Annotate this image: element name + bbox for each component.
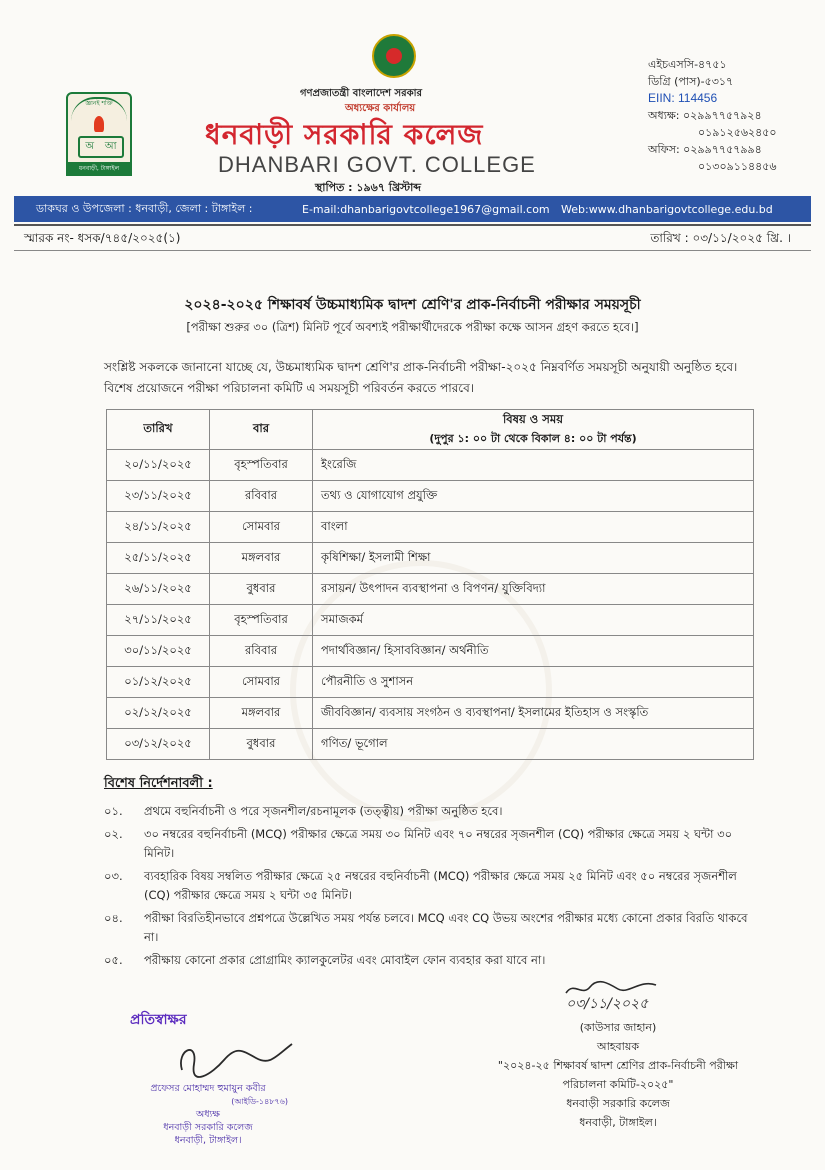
principal-college: ধনবাড়ী সরকারি কলেজ xyxy=(163,1122,253,1133)
schedule-day: সোমবার xyxy=(210,512,313,543)
header-day: বার xyxy=(210,410,313,450)
schedule-subject: জীববিজ্ঞান/ ব্যবসায় সংগঠন ও ব্যবস্থাপনা/ ইসলামের ইতিহাস ও সংস্কৃতি xyxy=(313,698,754,729)
instructions-list xyxy=(104,802,754,974)
government-line: গণপ্রজাতন্ত্রী বাংলাদেশ সরকার xyxy=(300,88,422,99)
logo-letter: অ xyxy=(85,140,95,152)
issue-date: তারিখ : ০৩/১১/২০২৫ খ্রি. । xyxy=(650,231,791,245)
hsc-code: এইচএসসি-৪৭৫১ xyxy=(648,58,727,71)
logo-motto: জ্ঞানই শক্তি xyxy=(71,97,127,121)
instruction-number: ০৩. xyxy=(104,869,123,883)
website-link[interactable]: Web:www.dhanbarigovtcollege.edu.bd xyxy=(561,202,773,216)
instruction-item xyxy=(104,867,754,905)
schedule-date: ২৭/১১/২০২৫ xyxy=(107,605,210,636)
schedule-date: ২৩/১১/২০২৫ xyxy=(107,481,210,512)
schedule-subject: পৌরনীতি ও সুশাসন xyxy=(313,667,754,698)
schedule-day: বৃহস্পতিবার xyxy=(210,450,313,481)
schedule-day: রবিবার xyxy=(210,636,313,667)
table-row xyxy=(107,698,754,729)
established-line: স্থাপিত : ১৯৬৭ খ্রিস্টাব্দ xyxy=(315,181,422,194)
convener-block xyxy=(478,1018,758,1132)
address-bar xyxy=(14,196,811,222)
schedule-date: ০৩/১২/২০২৫ xyxy=(107,729,210,760)
exam-schedule-table xyxy=(106,409,754,760)
principal-id: (আইডি-১৪৮৭৬) xyxy=(231,1097,288,1106)
table-row xyxy=(107,543,754,574)
table-row xyxy=(107,481,754,512)
government-emblem-icon xyxy=(372,34,416,78)
schedule-date: ০২/১২/২০২৫ xyxy=(107,698,210,729)
table-row xyxy=(107,605,754,636)
address-text: ডাকঘর ও উপজেলা : ধনবাড়ী, জেলা : টাঙ্গাইল : xyxy=(36,201,253,215)
principal-name: প্রফেসর মোহাম্মদ হুমায়ুন কবীর xyxy=(150,1083,266,1094)
schedule-subject: ইংরেজি xyxy=(313,450,754,481)
phone-2: ০১৯১২৫৬২৪৫০ xyxy=(698,126,777,139)
schedule-subject: সমাজকর্ম xyxy=(313,605,754,636)
schedule-day: মঙ্গলবার xyxy=(210,698,313,729)
schedule-date: ২৪/১১/২০২৫ xyxy=(107,512,210,543)
handwritten-date: ০৩/১১/২০২৫ xyxy=(566,996,649,1012)
flame-icon xyxy=(94,116,104,132)
logo-letter: আ xyxy=(104,140,117,152)
schedule-day: রবিবার xyxy=(210,481,313,512)
principal-block xyxy=(128,1082,288,1147)
table-row xyxy=(107,636,754,667)
schedule-subject: বাংলা xyxy=(313,512,754,543)
table-header-row xyxy=(107,410,754,450)
convener-name: (কাউসার জাহান) xyxy=(579,1021,657,1034)
instruction-text: ব্যবহারিক বিষয় সম্বলিত পরীক্ষার ক্ষেত্রে ২৫ নম্বরের বহুনির্বাচনী (MCQ) পরীক্ষার ক্ষেত্রে সময় ২৫ মিনিট এবং ৫০ নম্বরের সৃজনশীল (CQ) পরীক্ষার ক্ষেত্রে সময় ২ ঘন্টা ৩৫ মিনিট। xyxy=(144,869,737,902)
schedule-subject: তথ্য ও যোগাযোগ প্রযুক্তি xyxy=(313,481,754,512)
schedule-date: ২৬/১১/২০২৫ xyxy=(107,574,210,605)
college-logo xyxy=(66,92,132,176)
countersign-label: প্রতিস্বাক্ষর xyxy=(130,1012,187,1028)
principal-place: ধনবাড়ী, টাঙ্গাইল। xyxy=(174,1135,242,1146)
college-name-english: DHANBARI GOVT. COLLEGE xyxy=(218,152,536,177)
office-phone: অফিস: ০২৯৯৭৭৫৭৯৯৪ xyxy=(648,143,762,156)
schedule-day: বুধবার xyxy=(210,574,313,605)
intro-paragraph: সংশ্লিষ্ট সকলকে জানানো যাচ্ছে যে, উচ্চমাধ্যমিক দ্বাদশ শ্রেণি'র প্রাক-নির্বাচনী পরীক্ষা-২০২৫ নিম্নবর্ণিত সময়সূচী অনুযায়ী অনুষ্ঠিত হবে। বিশেষ প্রয়োজনে পরীক্ষা পরিচালনা কমিটি এ সময়সূচী পরিবর্তন করতে পারবে। xyxy=(104,360,738,395)
table-row xyxy=(107,667,754,698)
logo-location: ধনবাড়ী, টাঙ্গাইল xyxy=(66,162,132,176)
document-title: ২০২৪-২০২৫ শিক্ষাবর্ষ উচ্চমাধ্যমিক দ্বাদশ শ্রেণি'র প্রাক-নির্বাচনী পরীক্ষার সময়সূচী xyxy=(184,297,641,313)
email-link[interactable]: E-mail:dhanbarigovtcollege1967@gmail.com xyxy=(302,202,550,216)
instruction-text: পরীক্ষা বিরতিহীনভাবে প্রশ্নপত্রে উল্লেখিত সময় পর্যন্ত চলবে। MCQ এবং CQ উভয় অংশের পরীক্ষার মধ্যে কোনো প্রকার বিরতি থাকবে না। xyxy=(144,911,748,944)
phone-4: ০১৩০৯১১৪৪৫৬ xyxy=(698,160,777,173)
header-date: তারিখ xyxy=(107,410,210,450)
entry-note: [পরীক্ষা শুরুর ৩০ (ত্রিশ) মিনিট পূর্বে অবশ্যই পরীক্ষার্থীদেরকে পরীক্ষা কক্ষে আসন গ্রহণ করতে হবে।] xyxy=(186,320,639,334)
schedule-day: বৃহস্পতিবার xyxy=(210,605,313,636)
convener-college: ধনবাড়ী সরকারি কলেজ xyxy=(566,1097,670,1110)
schedule-day: মঙ্গলবার xyxy=(210,543,313,574)
principal-phone: অধ্যক্ষ: ০২৯৯৭৭৫৭৯২৪ xyxy=(648,109,762,122)
schedule-subject: কৃষিশিক্ষা/ ইসলামী শিক্ষা xyxy=(313,543,754,574)
instruction-item xyxy=(104,909,754,947)
college-name-bangla: ধনবাড়ী সরকারি কলেজ xyxy=(205,118,484,151)
schedule-day: বুধবার xyxy=(210,729,313,760)
instruction-number: ০৫. xyxy=(104,953,123,967)
instruction-number: ০১. xyxy=(104,804,123,818)
instruction-item xyxy=(104,951,754,970)
book-icon xyxy=(78,136,124,158)
principal-signature xyxy=(172,1030,302,1080)
schedule-date: ২০/১১/২০২৫ xyxy=(107,450,210,481)
convener-role: আহবায়ক xyxy=(596,1040,640,1053)
table-row xyxy=(107,512,754,543)
schedule-date: ০১/১২/২০২৫ xyxy=(107,667,210,698)
memo-number: স্মারক নং- ধসক/৭৪৫/২০২৫(১) xyxy=(24,231,181,245)
instruction-item xyxy=(104,825,754,863)
reference-line xyxy=(14,224,811,251)
committee-name: "২০২৪-২৫ শিক্ষাবর্ষ দ্বাদশ শ্রেণির প্রাক-নির্বাচনী পরীক্ষা পরিচালনা কমিটি-২০২৫" xyxy=(497,1059,739,1091)
instruction-text: পরীক্ষায় কোনো প্রকার প্রোগ্রামিং ক্যালকুলেটর এবং মোবাইল ফোন ব্যবহার করা যাবে না। xyxy=(144,953,546,967)
principal-role: অধ্যক্ষ xyxy=(195,1109,220,1120)
instruction-number: ০৪. xyxy=(104,911,123,925)
table-row xyxy=(107,574,754,605)
schedule-subject: পদার্থবিজ্ঞান/ হিসাববিজ্ঞান/ অর্থনীতি xyxy=(313,636,754,667)
degree-code: ডিগ্রি (পাস)-৫৩১৭ xyxy=(648,75,734,88)
schedule-date: ৩০/১১/২০২৫ xyxy=(107,636,210,667)
contact-block xyxy=(648,56,777,175)
schedule-date: ২৫/১১/২০২৫ xyxy=(107,543,210,574)
schedule-subject: রসায়ন/ উৎপাদন ব্যবস্থাপনা ও বিপণন/ যুক্তিবিদ্যা xyxy=(313,574,754,605)
instruction-text: প্রথমে বহুনির্বাচনী ও পরে সৃজনশীল/রচনামূলক (তত্ত্বীয়) পরীক্ষা অনুষ্ঠিত হবে। xyxy=(144,804,503,818)
header-subject-time: (দুপুর ১: ০০ টা থেকে বিকাল ৪: ০০ টা পর্যন্ত) xyxy=(429,431,637,445)
table-row xyxy=(107,729,754,760)
instruction-item xyxy=(104,802,754,821)
instructions-heading: বিশেষ নির্দেশনাবলী : xyxy=(104,776,213,791)
instruction-text: ৩০ নম্বরের বহুনির্বাচনী (MCQ) পরীক্ষার ক্ষেত্রে সময় ৩০ মিনিট এবং ৭০ নম্বরের সৃজনশীল (CQ) পরীক্ষার ক্ষেত্রে সময় ২ ঘন্টা ৩০ মিনিট। xyxy=(144,827,733,860)
schedule-day: সোমবার xyxy=(210,667,313,698)
header-subject xyxy=(313,410,754,450)
eiin-number: EIIN: 114456 xyxy=(648,91,718,105)
convener-place: ধনবাড়ী, টাঙ্গাইল। xyxy=(579,1116,657,1129)
office-line: অধ্যক্ষের কার্যালয় xyxy=(345,103,416,114)
header-subject-title: বিষয় ও সময় xyxy=(502,411,564,426)
table-row xyxy=(107,450,754,481)
instruction-number: ০২. xyxy=(104,827,123,841)
schedule-subject: গণিত/ ভূগোল xyxy=(313,729,754,760)
